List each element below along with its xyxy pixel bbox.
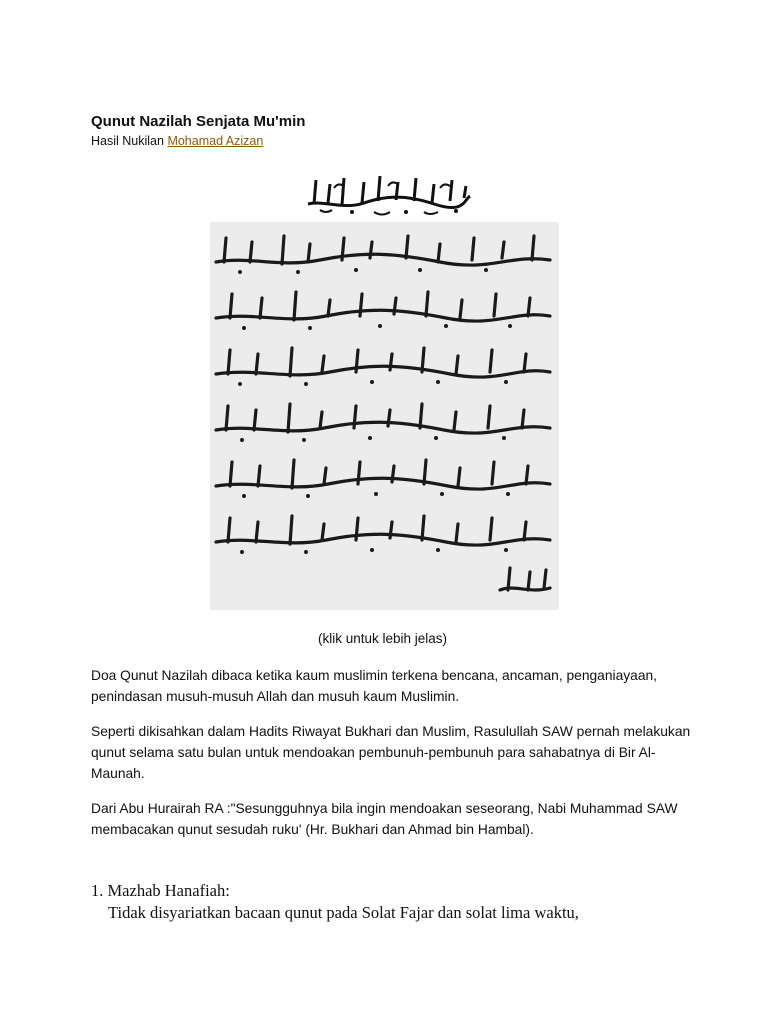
paragraph-1: Doa Qunut Nazilah dibaca ketika kaum muslimin terkena bencana, ancaman, penganiayaan, penindasan musuh-musuh Allah dan musuh kaum Muslimin.	[91, 668, 658, 704]
paragraph-3: Dari Abu Hurairah RA :"Sesungguhnya bila ingin mendoakan seseorang, Nabi Muhammad SAW membacakan qunut sesudah ruku' (Hr. Bukhari dan Ahmad bin Hambal).	[91, 801, 678, 837]
author-link[interactable]: Mohamad Azizan	[167, 134, 264, 148]
mazhab-text: Tidak disyariatkan bacaan qunut pada Solat Fajar dan solat lima waktu,	[108, 903, 579, 922]
byline	[91, 134, 263, 148]
page-title: Qunut Nazilah Senjata Mu'min	[91, 113, 306, 130]
image-caption: (klik untuk lebih jelas)	[317, 631, 448, 646]
bismillah-calligraphy	[304, 170, 474, 218]
qunut-prayer-image[interactable]	[210, 222, 559, 610]
byline-prefix: Hasil Nukilan	[91, 134, 164, 148]
mazhab-heading: 1. Mazhab Hanafiah:	[91, 881, 230, 900]
paragraph-2: Seperti dikisahkan dalam Hadits Riwayat Bukhari dan Muslim, Rasulullah SAW pernah melakukan qunut selama satu bulan untuk mendoakan pembunuh-pembunuh para sahabatnya di Bir Al-Maunah.	[91, 724, 691, 781]
